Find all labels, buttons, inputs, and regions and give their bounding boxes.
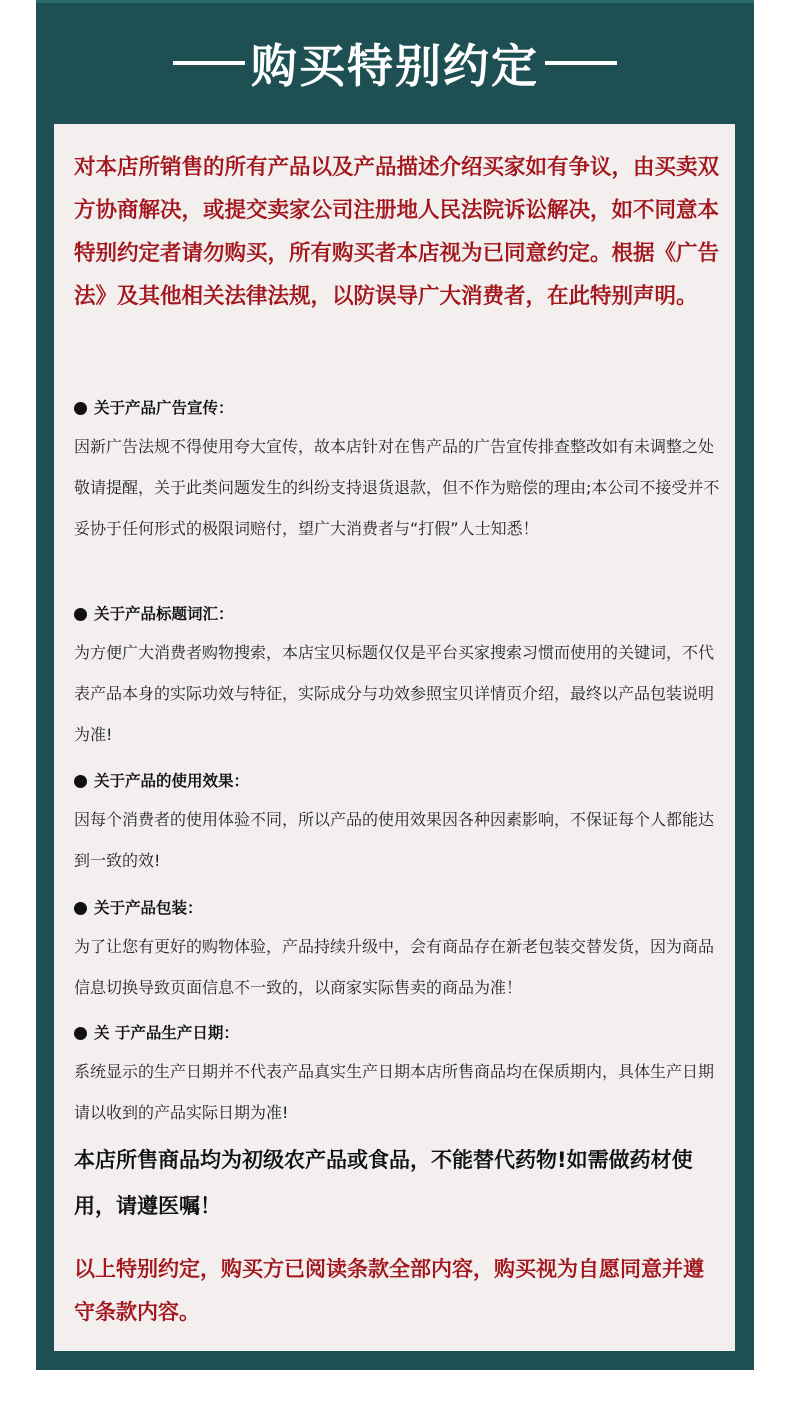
section-body: 系统显示的生产日期并不代表产品真实生产日期本店所售商品均在保质期内，具体生产日期请以收到的产品实际日期为准!	[74, 1062, 715, 1122]
title-dash-left	[173, 61, 245, 65]
section-heading-text: 关于产品标题词汇：	[94, 605, 234, 623]
section-heading-text: 关于产品的使用效果：	[94, 772, 250, 790]
medical-notice: 本店所售商品均为初级农产品或食品，不能替代药物!如需做药材使用，请遵医嘱！	[74, 1148, 693, 1218]
bullet-icon	[74, 902, 87, 915]
bullet-icon	[74, 608, 87, 621]
title-dash-right	[545, 61, 617, 65]
section-packaging	[74, 890, 724, 1008]
top-border	[36, 0, 754, 3]
intro-statement: 对本店所销售的所有产品以及产品描述介绍买家如有争议，由买卖双方协商解决，或提交卖家公司注册地人民法院诉讼解决，如不同意本特别约定者请勿购买，所有购买者本店视为已同意约定。根据《广告法》及其他相关法律法规，以防误导广大消费者，在此特别声明。	[74, 155, 720, 309]
section-heading	[74, 890, 724, 926]
section-body: 为方便广大消费者购物搜索，本店宝贝标题仅仅是平台买家搜索习惯而使用的关键词，不代表产品本身的实际功效与特征，实际成分与功效参照宝贝详情页介绍，最终以产品包装说明为准!	[74, 643, 715, 744]
section-heading-text: 关 于产品生产日期：	[94, 1024, 239, 1042]
title-banner	[36, 28, 754, 98]
section-heading-text: 关于产品包装：	[94, 899, 203, 917]
bullet-icon	[74, 775, 87, 788]
section-advertising	[74, 390, 724, 549]
section-heading	[74, 596, 724, 632]
section-body: 因每个消费者的使用体验不同，所以产品的使用效果因各种因素影响，不保证每个人都能达到一致的效!	[74, 810, 715, 870]
section-heading	[74, 1015, 724, 1051]
section-body: 为了让您有更好的购物体验，产品持续升级中，会有商品存在新老包装交替发货，因为商品信息切换导致页面信息不一致的，以商家实际售卖的商品为准！	[74, 937, 715, 997]
section-production-date	[74, 1015, 724, 1133]
bullet-icon	[74, 1027, 87, 1040]
section-usage-effect	[74, 763, 724, 881]
page-title: 购买特别约定	[251, 39, 539, 93]
closing-statement: 以上特别约定，购买方已阅读条款全部内容，购买视为自愿同意并遵守条款内容。	[74, 1257, 704, 1324]
section-title-keywords	[74, 596, 724, 755]
bullet-icon	[74, 402, 87, 415]
section-heading	[74, 390, 724, 426]
section-heading-text: 关于产品广告宣传：	[94, 399, 234, 417]
section-heading	[74, 763, 724, 799]
section-body: 因新广告法规不得使用夸大宣传，故本店针对在售产品的广告宣传排查整改如有未调整之处敬请提醒，关于此类问题发生的纠纷支持退货退款，但不作为赔偿的理由;本公司不接受并不妥协于任何形式的极限词赔付，望广大消费者与“打假”人士知悉！	[74, 437, 720, 538]
